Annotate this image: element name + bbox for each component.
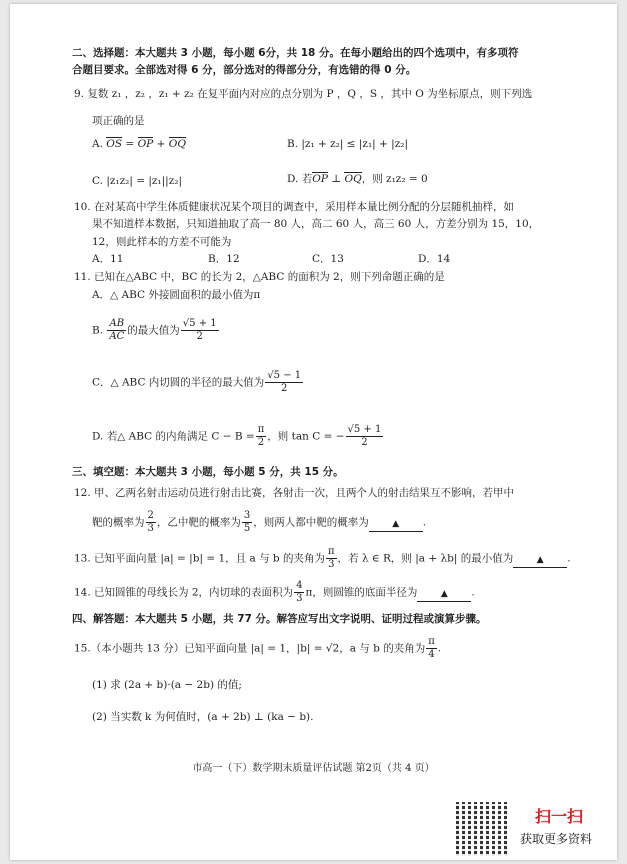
- fraction-numerator: π: [428, 636, 435, 647]
- section4-title: 四、解答题：本大题共 5 小题，共 77 分。解答应写出文字说明、证明过程或演算步骤。: [72, 613, 487, 625]
- fraction-denominator: 3: [328, 559, 335, 570]
- q9-option-d-suffix: ，则 z₁z₂ = 0: [361, 173, 428, 185]
- fraction-2-3: [146, 510, 156, 535]
- q11-option-c: [92, 370, 304, 395]
- perp-sign: ⊥: [327, 173, 345, 185]
- fraction-ab-over-ac: [107, 318, 126, 343]
- fraction-pi-over-3: [326, 546, 337, 571]
- fraction-numerator: 3: [243, 510, 251, 521]
- fraction-denominator: 3: [147, 523, 154, 534]
- fraction-denominator: 2: [257, 437, 265, 448]
- q10-stem-line3: 12，则此样本的方差不可能为: [92, 236, 232, 248]
- fraction-numerator: 4: [296, 580, 303, 591]
- q10-stem-line1: 10. 在对某高中学生体质健康状况某个项目的调查中，采用样本量比例分配的分层随机抽样，如: [74, 201, 515, 213]
- q14-text: 14. 已知圆锥的母线长为 2，内切球的表面积为: [74, 586, 294, 599]
- q11-option-a: A．△ ABC 外接圆面积的最小值为π: [92, 289, 261, 301]
- period: .: [422, 516, 427, 529]
- section2-line1: 二、选择题：本大题共 3 小题，每小题 6分，共 18 分。在每小题给出的四个选项中，有多项符: [72, 47, 519, 59]
- plus-sign: +: [153, 138, 169, 150]
- fraction-denominator: 5: [243, 523, 251, 534]
- q9-option-c: C. |z₁z₂| = |z₁||z₂|: [92, 175, 182, 187]
- period: .: [471, 586, 475, 599]
- q10-option-a: A．11: [92, 253, 124, 265]
- fraction-denominator: 4: [428, 649, 435, 660]
- fraction-numerator: π: [327, 546, 335, 557]
- vector-op: OP: [137, 138, 154, 150]
- q11-option-c-text: C．△ ABC 内切圆的半径的最大值为: [92, 376, 265, 389]
- q11-option-d-text: ，则 tan C = −: [267, 430, 345, 443]
- q9-stem-line2: 项正确的是: [92, 115, 145, 127]
- fraction-denominator: 3: [296, 593, 303, 604]
- q9-option-a: [92, 137, 186, 151]
- period: .: [567, 552, 571, 565]
- fraction-numerator: π: [257, 424, 265, 435]
- answer-blank[interactable]: ▲: [513, 553, 567, 568]
- q14-stem: [74, 580, 475, 605]
- equals-sign: =: [122, 138, 138, 150]
- q9-option-a-label: A.: [92, 138, 103, 150]
- vector-oq: OQ: [168, 138, 186, 150]
- fraction-numerator: AB: [107, 318, 126, 331]
- period: .: [437, 642, 442, 655]
- q12-stem-line2: [92, 510, 426, 535]
- vector-oq: OQ: [344, 173, 362, 185]
- fraction-pi-over-4: [426, 636, 437, 661]
- fraction-denominator: 2: [361, 437, 368, 448]
- section3-title: 三、填空题：本大题共 3 小题，每小题 5 分，共 15 分。: [72, 466, 344, 478]
- q10-option-d: D．14: [418, 253, 451, 265]
- q12-stem-line1: 12. 甲、乙两名射击运动员进行射击比赛，各射击一次，且两个人的射击结果互不影响，若甲中: [74, 487, 515, 499]
- section2-line2: 合题目要求。全部选对得 6 分，部分选对的得部分分，有选错的得 0 分。: [72, 64, 417, 76]
- q15-stem: [74, 636, 441, 661]
- fraction-denominator: AC: [109, 331, 125, 342]
- fraction-4-3: [294, 580, 304, 605]
- vector-os: OS: [106, 138, 123, 150]
- q9-stem-line1: 9. 复数 z₁ ，z₂ ，z₁ + z₂ 在复平面内对应的点分别为 P ，Q ，S ，其中 O 为坐标原点，则下列选: [74, 88, 533, 100]
- fraction-numerator: √5 − 1: [267, 370, 302, 381]
- q9-option-d-prefix: D. 若: [287, 173, 313, 185]
- qr-code[interactable]: [456, 802, 510, 856]
- fraction-numerator: √5 + 1: [347, 424, 382, 435]
- q14-text: π，则圆锥的底面半径为: [305, 586, 418, 599]
- fraction-value: [265, 370, 303, 395]
- q12-text: ，则两人都中靶的概率为: [253, 516, 369, 529]
- fraction-value: [181, 318, 219, 343]
- q13-text: 13. 已知平面向量 |a| = |b| = 1，且 a 与 b 的夹角为: [74, 552, 325, 565]
- answer-blank[interactable]: ▲: [369, 517, 423, 532]
- q12-text: ，乙中靶的概率为: [156, 516, 241, 529]
- vector-op: OP: [312, 173, 328, 185]
- q11-option-d-prefix: D. 若△ ABC 的内角满足 C − B =: [92, 430, 255, 443]
- q15-text: 15.（本小题共 13 分）已知平面向量 |a| = 1，|b| = √2，a 与 b 的夹角为: [74, 642, 426, 655]
- q12-text: 靶的概率为: [92, 516, 145, 529]
- more-resources-label: 获取更多资料: [520, 832, 593, 846]
- answer-blank[interactable]: ▲: [417, 587, 471, 602]
- q13-text: ，若 λ ∈ R，则 |a + λb| 的最小值为: [337, 552, 514, 565]
- q9-option-d: [287, 172, 428, 186]
- q13-stem: [74, 546, 571, 571]
- q10-stem-line2: 果不知道样本数据，只知道抽取了高一 80 人，高二 60 人，高三 60 人，方差分别为 15，10，: [92, 218, 540, 230]
- q11-option-d: [92, 424, 384, 449]
- q10-option-b: B．12: [208, 253, 240, 265]
- q15-part2: (2) 当实数 k 为何值时，(a + 2b) ⊥ (ka − b).: [92, 711, 314, 723]
- fraction-denominator: 2: [281, 383, 288, 394]
- fraction-value: [346, 424, 384, 449]
- scan-label: 扫一扫: [535, 807, 584, 826]
- q11-option-b-text: 的最大值为: [127, 324, 180, 337]
- exam-page: [10, 4, 617, 860]
- fraction-denominator: 2: [196, 331, 203, 342]
- fraction-3-5: [242, 510, 252, 535]
- fraction-numerator: √5 + 1: [182, 318, 217, 329]
- page-footer: 市高一（下）数学期末质量评估试题 第2页（共 4 页）: [192, 763, 435, 774]
- q11-option-b: [92, 318, 220, 343]
- q10-option-c: C．13: [312, 253, 344, 265]
- fraction-numerator: 2: [147, 510, 154, 521]
- q15-part1: (1) 求 (2a + b)·(a − 2b) 的值;: [92, 679, 242, 691]
- fraction-pi-over-2: [256, 424, 267, 449]
- q9-option-b: B. |z₁ + z₂| ≤ |z₁| + |z₂|: [287, 138, 409, 150]
- q11-stem: 11. 已知在△ABC 中，BC 的长为 2，△ABC 的面积为 2，则下列命题正确的是: [74, 271, 445, 283]
- q11-option-b-label: B.: [92, 324, 104, 337]
